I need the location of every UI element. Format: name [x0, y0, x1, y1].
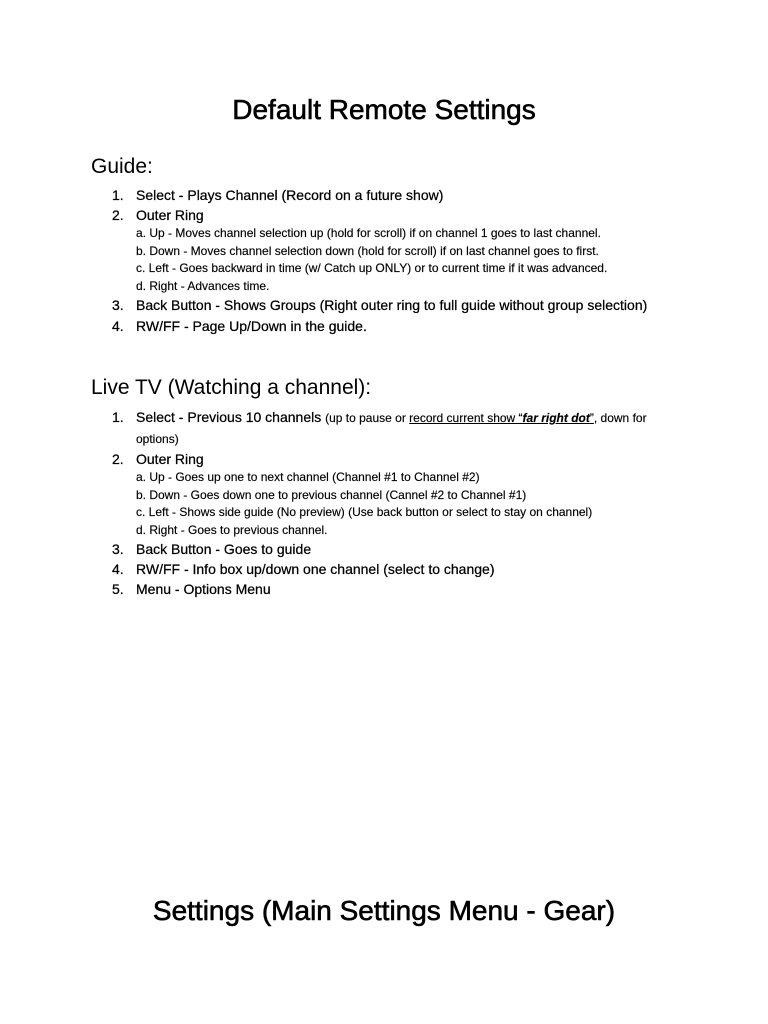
item-number: 3. — [112, 297, 124, 313]
item-text: RW/FF - Page Up/Down in the guide. — [136, 318, 367, 334]
item-text: Back Button - Goes to guide — [136, 541, 312, 557]
list-item — [0, 185, 680, 205]
sub-item: b. Down - Moves channel selection down (hold for scroll) if on last channel goes to first. — [136, 243, 599, 258]
list-item — [0, 407, 680, 449]
note-underlined — [409, 411, 594, 425]
sub-item: a. Up - Moves channel selection up (hold for scroll) if on channel 1 goes to last channel. — [136, 226, 601, 240]
list-item — [0, 295, 680, 316]
note-emphasis: far right dot — [522, 411, 590, 425]
note-link-prefix: record current show “ — [409, 411, 523, 425]
list-item — [0, 579, 680, 599]
sub-list — [136, 225, 680, 295]
item-text: Select - Previous 10 channels — [136, 409, 322, 425]
item-text: RW/FF - Info box up/down one channel (select to change) — [136, 561, 495, 577]
item-text: Outer Ring — [136, 207, 204, 223]
item-text: Menu - Options Menu — [136, 581, 271, 597]
list-item — [0, 205, 680, 295]
note-link-suffix: ” — [589, 411, 594, 425]
item-number: 1. — [112, 409, 124, 425]
item-number: 4. — [112, 561, 124, 577]
item-number: 1. — [112, 187, 124, 203]
item-number: 3. — [112, 541, 124, 557]
sub-item: a. Up - Goes up one to next channel (Channel #1 to Channel #2) — [136, 470, 480, 484]
list-item — [0, 316, 680, 336]
sub-item: c. Left - Shows side guide (No preview) (Use back button or select to stay on channel) — [136, 505, 593, 519]
list-item — [0, 559, 680, 579]
item-number: 2. — [112, 207, 124, 223]
sub-item: d. Right - Goes to previous channel. — [136, 522, 328, 537]
item-number: 4. — [112, 318, 124, 334]
guide-heading: Guide: — [91, 155, 153, 178]
list-item — [0, 539, 680, 559]
settings-section-title: Settings (Main Settings Menu - Gear) — [152, 895, 616, 926]
sub-list — [136, 469, 680, 539]
item-number: 5. — [112, 581, 124, 597]
sub-item: b. Down - Goes down one to previous channel (Cannel #2 to Channel #1) — [136, 487, 527, 502]
item-text: Select - Plays Channel (Record on a future show) — [136, 187, 444, 203]
note-prefix: (up to pause or — [325, 411, 410, 425]
page-title: Default Remote Settings — [232, 94, 536, 125]
list-item — [0, 449, 680, 539]
live-tv-heading: Live TV (Watching a channel): — [91, 376, 372, 399]
item-text: Outer Ring — [136, 451, 204, 467]
note-suffix: , down for options) — [136, 411, 647, 446]
sub-item: c. Left - Goes backward in time (w/ Catch up ONLY) or to current time if it was advanced. — [136, 261, 608, 275]
item-number: 2. — [112, 451, 124, 467]
sub-item: d. Right - Advances time. — [136, 278, 270, 293]
item-text: Back Button - Shows Groups (Right outer ring to full guide without group selection) — [136, 297, 648, 313]
live-tv-list — [0, 407, 680, 599]
guide-list — [0, 185, 680, 336]
